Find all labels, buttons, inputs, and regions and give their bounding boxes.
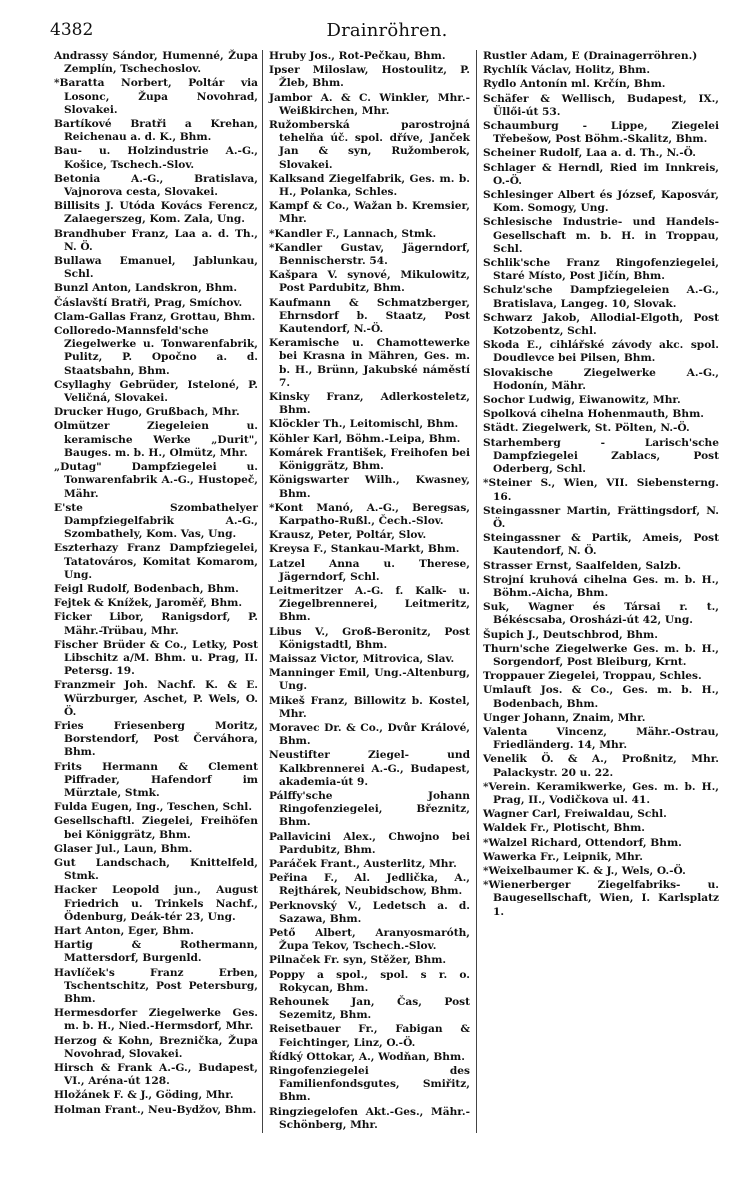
directory-entry: Komárek František, Freihofen bei Königgrätz, Bhm.	[269, 446, 470, 473]
directory-entry: Bullawa Emanuel, Jablunkau, Schl.	[54, 255, 258, 281]
directory-entry: Paráček Frant., Austerlitz, Mhr.	[269, 857, 457, 870]
directory-entry: Neustifter Ziegel- und Kalkbrennerei A.-G., Budapest, akademia-út 9.	[269, 749, 470, 788]
directory-entry: Andrassy Sándor, Humenné, Župa Zemplín, Tschechoslov.	[54, 50, 258, 76]
directory-entry: Köhler Karl, Böhm.-Leipa, Bhm.	[269, 432, 461, 445]
directory-entry: Pilnaček Fr. syn, Stěžer, Bhm.	[269, 954, 447, 967]
directory-entry: Holman Frant., Neu-Bydžov, Bhm.	[54, 1103, 257, 1116]
directory-entry: Libus V., Groß-Beronitz, Post Königstadtl, Bhm.	[269, 625, 470, 651]
directory-entry: Ficker Libor, Ranigsdorf, P. Mähr.-Trübau, Mhr.	[54, 611, 258, 637]
directory-entry: Manninger Emil, Ung.-Altenburg, Ung.	[269, 667, 470, 693]
column-right	[477, 50, 723, 1133]
directory-entry: Keramische u. Chamottewerke bei Krasna in Mähren, Ges. m. b. H., Brünn, Jakubské náměstí 7.	[269, 337, 470, 389]
directory-entry: Herzog & Kohn, Breznička, Župa Novohrad, Slovakei.	[54, 1034, 258, 1060]
directory-entry: Schlager & Herndl, Ried im Innkreis, O.-Ö.	[483, 161, 719, 187]
directory-entry: Skoda E., cihlářské závody akc. spol. Doudlevce bei Pilsen, Bhm.	[483, 339, 719, 365]
column-left	[50, 50, 262, 1133]
directory-entry: Bunzl Anton, Landskron, Bhm.	[54, 282, 238, 295]
directory-entry: Frits Hermann & Clement Piffrader, Hafendorf im Mürztale, Stmk.	[54, 760, 258, 799]
directory-entry: Schlesische Industrie- und Handels-Gesellschaft m. b. H. in Troppau, Schl.	[483, 216, 719, 255]
directory-entry: Jambor A. & C. Winkler, Mhr.-Weißkirchen, Mhr.	[269, 91, 470, 117]
directory-entry: Wawerka Fr., Leipnik, Mhr.	[483, 850, 643, 863]
directory-entry: Valenta Vincenz, Mähr.-Ostrau, Friedländerg. 14, Mhr.	[483, 725, 719, 752]
directory-entry: Rychlík Václav, Holitz, Bhm.	[483, 64, 651, 77]
directory-entry: Fries Friesenberg Moritz, Borstendorf, Post Červáhora, Bhm.	[54, 719, 258, 759]
directory-entry: Kreysa F., Stankau-Markt, Bhm.	[269, 543, 460, 556]
directory-entry: Kalksand Ziegelfabrik, Ges. m. b. H., Polanka, Schles.	[269, 172, 470, 199]
directory-entry: Eszterhazy Franz Dampfziegelei, Tatatováros, Komitat Komarom, Ung.	[54, 542, 258, 581]
page-number: 4382	[50, 20, 94, 40]
directory-entry: Ružomberská parostrojná tehelňa úč. spol. dříve, Janček Jan & syn, Ružomberok, Slovakei.	[269, 119, 470, 171]
directory-entry: Schäfer & Wellisch, Budapest, IX., Üllői-út 53.	[483, 92, 719, 118]
directory-entry: Schlesinger Albert és József, Kaposvár, Kom. Somogy, Ung.	[483, 189, 719, 215]
directory-entry: Rehounek Jan, Čas, Post Sezemitz, Bhm.	[269, 996, 470, 1022]
directory-entry: Feigl Rudolf, Bodenbach, Bhm.	[54, 582, 239, 595]
directory-entry: *Kandler F., Lannach, Stmk.	[269, 227, 437, 240]
directory-entry: Unger Johann, Znaim, Mhr.	[483, 711, 646, 724]
directory-entry: Scheiner Rudolf, Laa a. d. Th., N.-Ö.	[483, 147, 696, 160]
directory-entry: Olmützer Ziegeleien u. keramische Werke „Durit", Bauges. m. b. H., Olmütz, Mhr.	[54, 420, 258, 459]
directory-entry: Leitmeritzer A.-G. f. Kalk- u. Ziegelbrennerei, Leitmeritz, Bhm.	[269, 584, 470, 624]
directory-entry: Perknovský V., Ledetsch a. d. Sazawa, Bhm.	[269, 899, 470, 925]
directory-entry: Strojní kruhová cihelna Ges. m. b. H., Böhm.-Aicha, Bhm.	[483, 573, 719, 599]
directory-entry: Pálffy'sche Johann Ringofenziegelei, Březnitz, Bhm.	[269, 789, 470, 829]
directory-entry: Clam-Gallas Franz, Grottau, Bhm.	[54, 310, 256, 323]
directory-entry: Städt. Ziegelwerk, St. Pölten, N.-Ö.	[483, 422, 690, 435]
directory-entry: Fischer Brüder & Co., Letky, Post Libschitz a/M. Bhm. u. Prag, II. Petersg. 19.	[54, 638, 258, 678]
directory-entry: Csyllaghy Gebrüder, Isteloné, P. Veličná, Slovakei.	[54, 378, 258, 405]
directory-entry: *Steiner S., Wien, VII. Siebensterng. 16.	[483, 477, 719, 503]
directory-entry: Colloredo-Mannsfeld'sche Ziegelwerke u. Tonwarenfabrik, Pulitz, P. Opočno a. d. Staatsbahn, Bhm.	[54, 325, 258, 377]
directory-entry: Rydlo Antonín ml. Krčín, Bhm.	[483, 78, 666, 91]
directory-entry: *Weixelbaumer K. & J., Wels, O.-Ö.	[483, 864, 686, 877]
directory-entry: *Wienerberger Ziegelfabriks- u. Baugesellschaft, Wien, I. Karlsplatz 1.	[483, 879, 719, 918]
directory-columns	[50, 50, 724, 1133]
directory-entry: E'ste Szombathelyer Dampfziegelfabrik A.-G., Szombathely, Kom. Vas, Ung.	[54, 501, 258, 541]
directory-entry: Moravec Dr. & Co., Dvůr Králové, Bhm.	[269, 721, 470, 748]
directory-entry: Ringofenziegelei des Familienfondsgutes, Smiřitz, Bhm.	[269, 1065, 470, 1104]
directory-entry: Hirsch & Frank A.-G., Budapest, VI., Aréna-út 128.	[54, 1062, 258, 1088]
directory-entry: Brandhuber Franz, Laa a. d. Th., N. Ö.	[54, 227, 258, 253]
directory-entry: Bartíkové Bratři a Krehan, Reichenau a. d. K., Bhm.	[54, 118, 258, 144]
directory-entry: Peřina F., Al. Jedlička, A., Rejthárek, Neubidschow, Bhm.	[269, 872, 470, 898]
directory-entry: Venelik Ö. & A., Proßnitz, Mhr. Palackystr. 20 u. 22.	[483, 753, 719, 779]
directory-entry: Reisetbauer Fr., Fabigan & Feichtinger, Linz, O.-Ö.	[269, 1023, 470, 1049]
directory-entry: Hacker Leopold jun., August Friedrich u. Trinkels Nachf., Ödenburg, Deák-tér 23, Ung.	[54, 884, 258, 923]
directory-entry: Schwarz Jakob, Allodial-Elgoth, Post Kotzobentz, Schl.	[483, 311, 719, 338]
directory-entry: Slovakische Ziegelwerke A.-G., Hodonín, Mähr.	[483, 366, 719, 392]
directory-entry: Steingassner & Partik, Ameis, Post Kautendorf, N. Ö.	[483, 532, 719, 558]
directory-entry: Pallavicini Alex., Chwojno bei Pardubitz, Bhm.	[269, 830, 470, 856]
directory-entry: Starhemberg - Larisch'sche Dampfziegelei Zablacs, Post Oderberg, Schl.	[483, 436, 719, 476]
directory-entry: *Verein. Keramikwerke, Ges. m. b. H., Prag, II., Vodičkova ul. 41.	[483, 780, 719, 806]
column-middle	[262, 50, 477, 1133]
directory-entry: *Walzel Richard, Ottendorf, Bhm.	[483, 836, 682, 849]
directory-entry: Hermesdorfer Ziegelwerke Ges. m. b. H., Nied.-Hermsdorf, Mhr.	[54, 1007, 258, 1033]
directory-entry: Řídký Ottokar, A., Wodňan, Bhm.	[269, 1050, 465, 1063]
directory-entry: Gut Landschach, Knittelfeld, Stmk.	[54, 856, 258, 883]
directory-entry: Troppauer Ziegelei, Troppau, Schles.	[483, 670, 702, 683]
directory-entry: Drucker Hugo, Grußbach, Mhr.	[54, 406, 240, 419]
directory-entry: Schlik'sche Franz Ringofenziegelei, Staré Místo, Post Jičín, Bhm.	[483, 257, 719, 283]
directory-entry: Havlíček's Franz Erben, Tschentschitz, Post Petersburg, Bhm.	[54, 966, 258, 1006]
directory-entry: Königswarter Wilh., Kwasney, Bhm.	[269, 474, 470, 500]
directory-entry: Schaumburg - Lippe, Ziegelei Třebešow, Post Böhm.-Skalitz, Bhm.	[483, 120, 719, 146]
directory-entry: Kašpara V. synové, Mikulowitz, Post Pardubitz, Bhm.	[269, 269, 470, 295]
directory-entry: Gesellschaftl. Ziegelei, Freihöfen bei Königgrätz, Bhm.	[54, 815, 258, 841]
directory-entry: Hartig & Rothermann, Mattersdorf, Burgenld.	[54, 939, 258, 965]
directory-entry: Spolková cihelna Hohenmauth, Bhm.	[483, 408, 704, 421]
directory-entry: Pető Albert, Aranyosmaróth, Župa Tekov, Tschech.-Slov.	[269, 927, 470, 953]
directory-entry: Hruby Jos., Rot-Pečkau, Bhm.	[269, 50, 446, 62]
directory-entry: Kampf & Co., Wažan b. Kremsier, Mhr.	[269, 200, 470, 226]
directory-entry: Suk, Wagner és Társai r. t., Békéscsaba, Orosházi-út 42, Ung.	[483, 601, 719, 627]
directory-entry: Ipser Miloslaw, Hostoulitz, P. Žleb, Bhm.	[269, 64, 470, 90]
directory-entry: Klöckler Th., Leitomischl, Bhm.	[269, 418, 459, 431]
directory-entry: Betonia A.-G., Bratislava, Vajnorova cesta, Slovakei.	[54, 172, 258, 199]
page-header	[50, 14, 724, 44]
directory-entry: Maissaz Victor, Mitrovica, Slav.	[269, 652, 455, 665]
directory-entry: Fulda Eugen, Ing., Teschen, Schl.	[54, 801, 253, 814]
directory-entry: Fejtek & Knížek, Jaroměř, Bhm.	[54, 597, 243, 610]
directory-entry: Mikeš Franz, Billowitz b. Kostel, Mhr.	[269, 694, 470, 720]
directory-entry: *Kandler Gustav, Jägerndorf, Bennischerstr. 54.	[269, 241, 470, 268]
directory-entry: Rustler Adam, E (Drainagerröhren.)	[483, 50, 698, 62]
directory-entry: Franzmeir Joh. Nachf. K. & E. Würzburger, Aschet, P. Wels, O. Ö.	[54, 679, 258, 718]
directory-entry: Krausz, Peter, Poltár, Slov.	[269, 529, 427, 542]
directory-entry: Latzel Anna u. Therese, Jägerndorf, Schl.	[269, 557, 470, 583]
directory-entry: Šupich J., Deutschbrod, Bhm.	[483, 628, 658, 641]
directory-entry: Glaser Jul., Laun, Bhm.	[54, 842, 193, 855]
directory-entry: *Kont Manó, A.-G., Beregsas, Karpatho-Rußl., Čech.-Slov.	[269, 501, 470, 527]
directory-entry: Wagner Carl, Freiwaldau, Schl.	[483, 808, 667, 821]
directory-entry: Thurn'sche Ziegelwerke Ges. m. b. H., Sorgendorf, Post Bleiburg, Krnt.	[483, 642, 719, 668]
directory-entry: Umlauft Jos. & Co., Ges. m. b. H., Bodenbach, Bhm.	[483, 684, 719, 710]
directory-entry: Poppy a spol., spol. s r. o. Rokycan, Bhm.	[269, 968, 470, 994]
directory-entry: Kaufmann & Schmatzberger, Ehrnsdorf b. Staatz, Post Kautendorf, N.-Ö.	[269, 296, 470, 336]
directory-entry: Sochor Ludwig, Eiwanowitz, Mhr.	[483, 394, 681, 407]
directory-entry: Bau- u. Holzindustrie A.-G., Košice, Tschech.-Slov.	[54, 145, 258, 171]
directory-entry: Ringziegelofen Akt.-Ges., Mähr.-Schönberg, Mhr.	[269, 1105, 470, 1131]
directory-entry: „Dutag" Dampfziegelei u. Tonwarenfabrik A.-G., Hustopeč, Mähr.	[54, 461, 258, 500]
directory-entry: Steingassner Martin, Frättingsdorf, N. Ö.	[483, 504, 719, 530]
directory-entry: *Baratta Norbert, Poltár via Losonc, Župa Novohrad, Slovakei.	[54, 77, 258, 116]
directory-entry: Hložánek F. & J., Göding, Mhr.	[54, 1089, 234, 1102]
page-title: Drainröhren.	[326, 20, 448, 41]
directory-entry: Kinsky Franz, Adlerkosteletz, Bhm.	[269, 391, 470, 417]
directory-entry: Billisits J. Utóda Kovács Ferencz, Zalaegerszeg, Kom. Zala, Ung.	[54, 200, 258, 226]
directory-entry: Schulz'sche Dampfziegeleien A.-G., Bratislava, Langeg. 10, Slovak.	[483, 284, 719, 310]
directory-entry: Strasser Ernst, Saalfelden, Salzb.	[483, 559, 682, 572]
directory-entry: Čáslavští Bratři, Prag, Smíchov.	[54, 296, 243, 309]
directory-entry: Waldek Fr., Plotischt, Bhm.	[483, 822, 645, 835]
directory-entry: Hart Anton, Eger, Bhm.	[54, 925, 194, 937]
